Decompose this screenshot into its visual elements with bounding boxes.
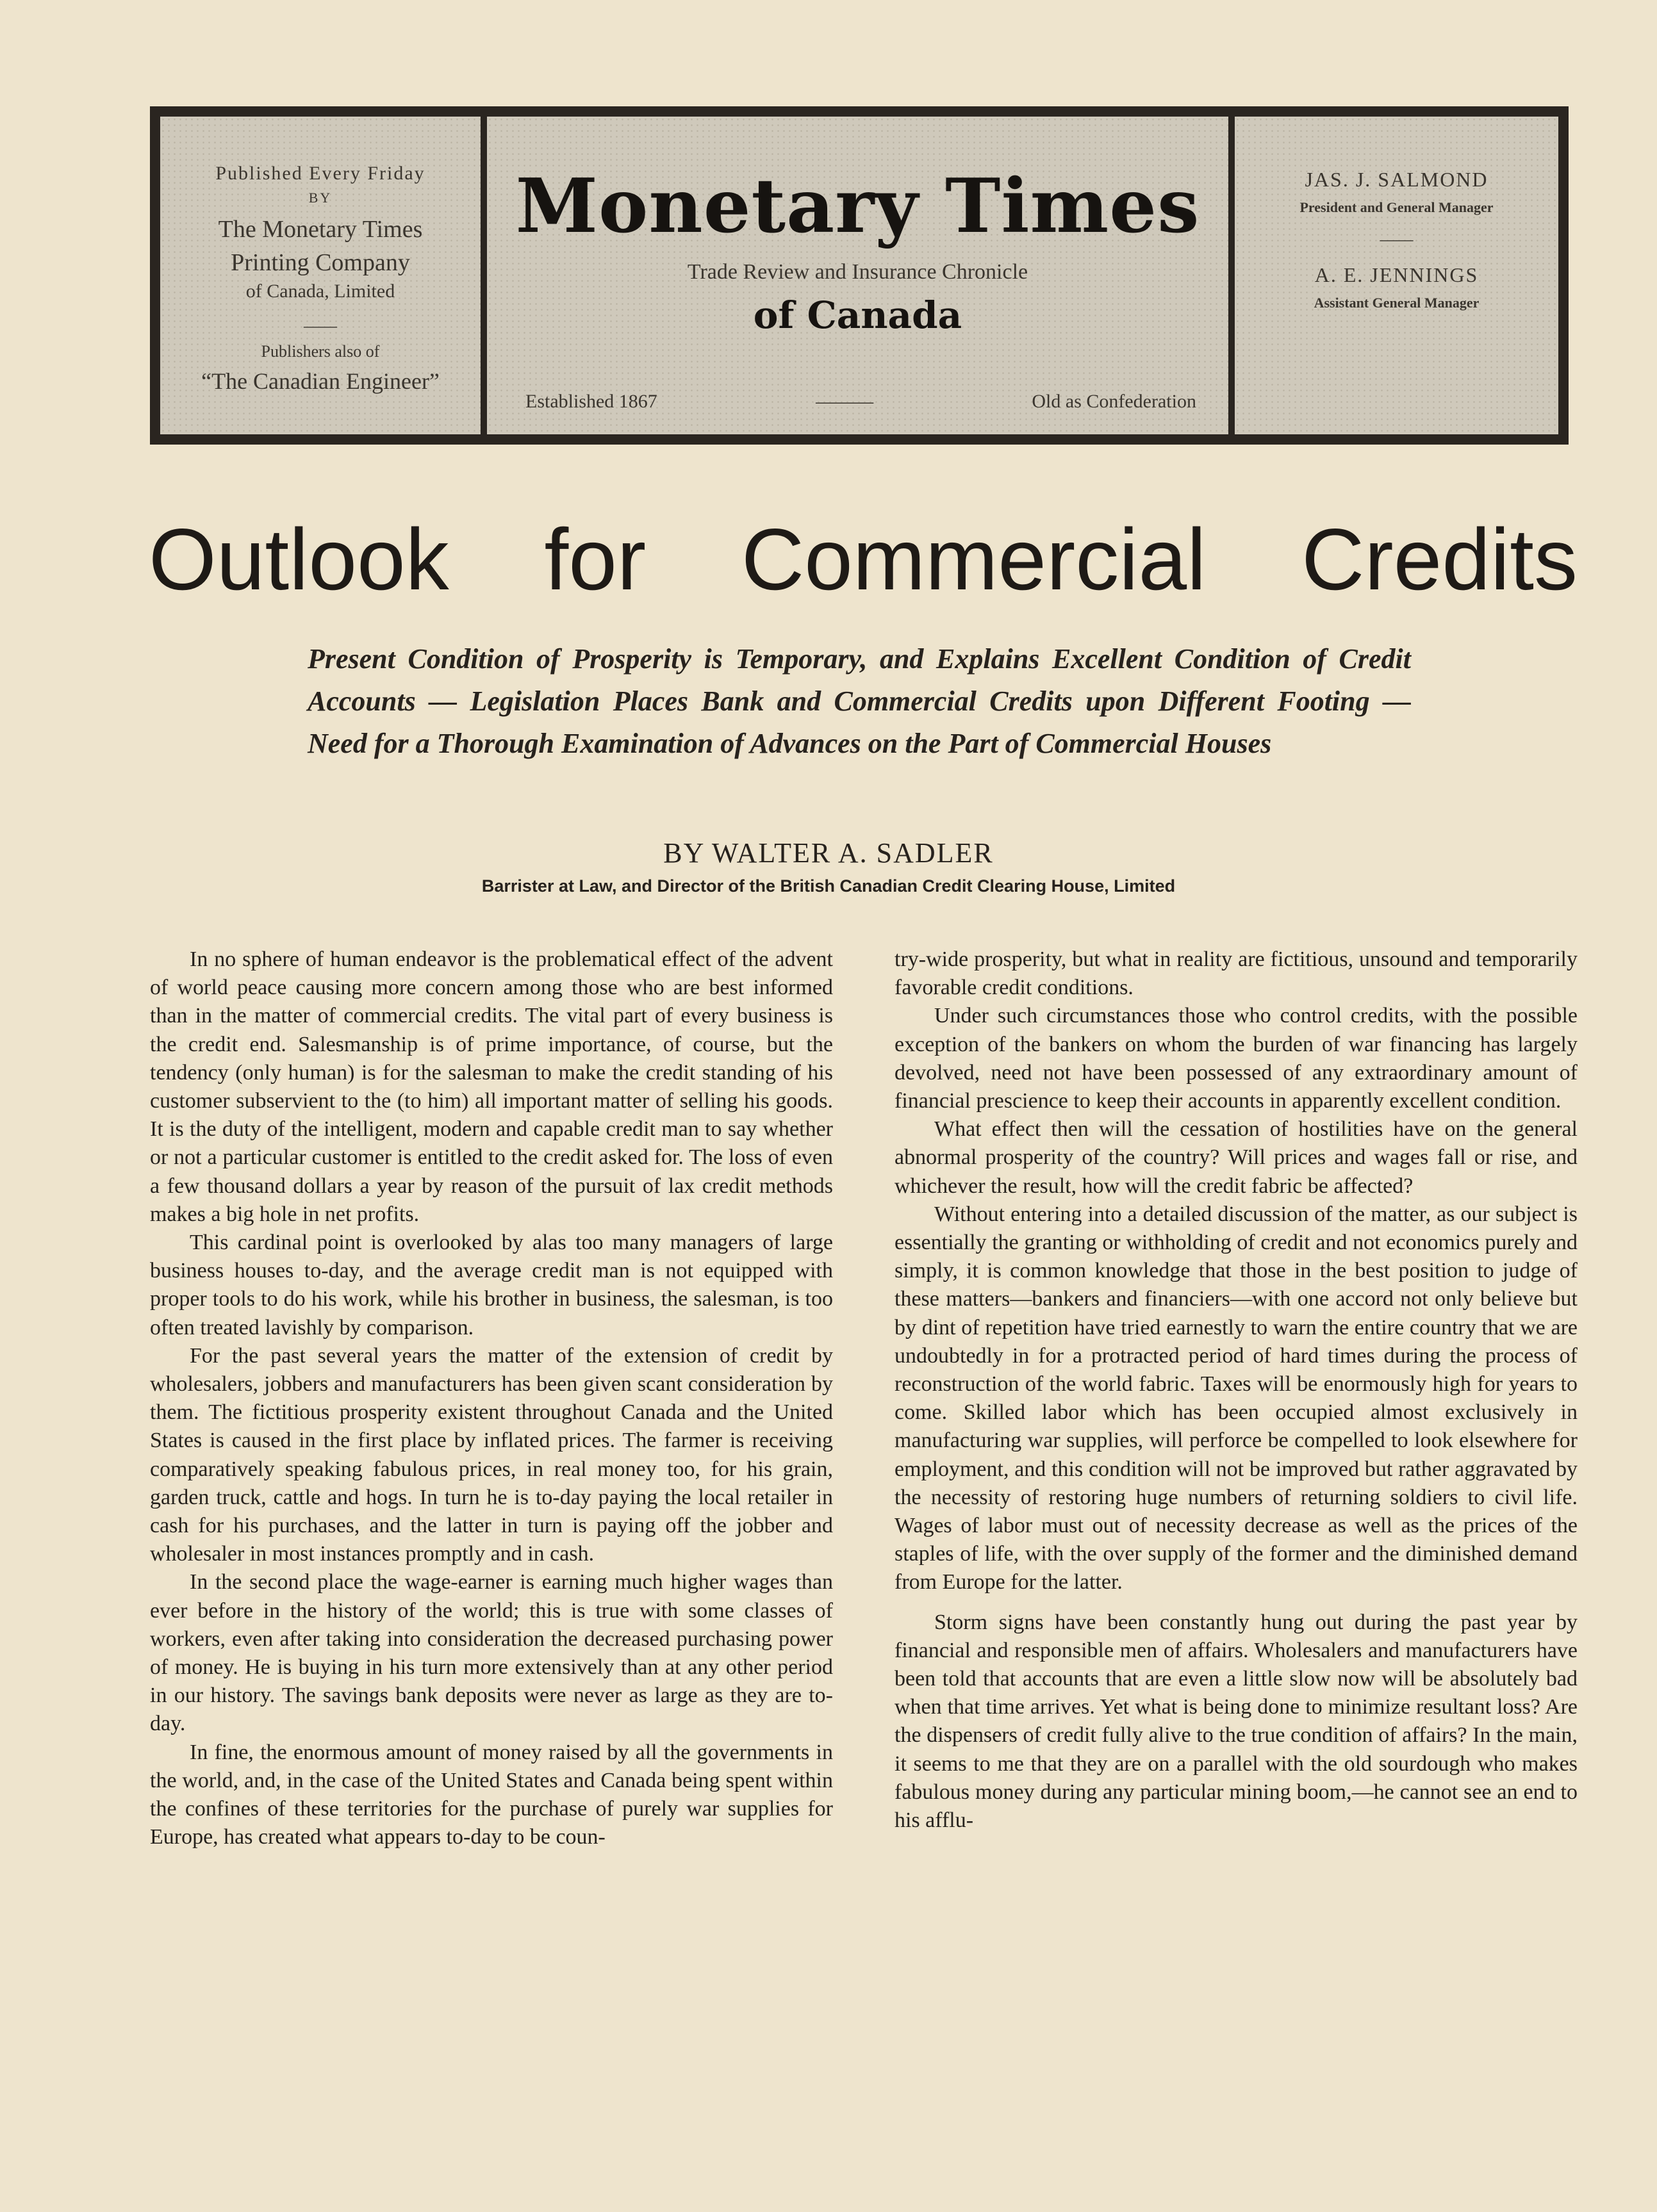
article-column-right [894,946,1578,1835]
article-column-left [150,946,833,1852]
paragraph: Storm signs have been constantly hung out during the past year by financial and responsible men of affairs. Wholesalers and manufacturers have been told that accounts that are even a little slow now will be absolutely bad when that time arrives. Yet what is being done to minimize resultant loss? Are the dispensers of credit fully alive to the true condition of affairs? In the main, it seems to me that they are on a parallel with the old sourdough who makes fabulous money during any particular mining boom,—he cannot see an end to his afflu- [894,1610,1578,1833]
newspaper-title: Monetary Times [515,163,1200,250]
officers-divider: —— [1380,230,1414,249]
assistant-manager-role: Assistant General Manager [1314,295,1480,311]
masthead-footer [525,391,1196,413]
publisher-divider: —— [304,316,337,335]
president-name: JAS. J. SALMOND [1305,168,1488,191]
newspaper-subtitle: Trade Review and Insurance Chronicle [687,260,1028,284]
published-every-friday: Published Every Friday [215,163,425,184]
newspaper-of-canada: of Canada [753,293,962,337]
paragraph: In fine, the enormous amount of money raised by all the governments in the world, and, in the case of the United States and Canada being spent within the confines of these territories for the purchase of purely war supplies for Europe, has created what appears to-day to be coun- [150,1740,833,1849]
masthead-publisher-panel [160,117,481,434]
paragraph: For the past several years the matter of the extension of credit by wholesalers, jobbers and manufacturers has been given scant consideration by them. The fictitious prosperity existent throughout Canada and the United States is caused in the first place by inflated prices. The farmer is receiving comparatively speaking fabulous prices, in real money too, for his grain, garden truck, cattle and hogs. In turn he is to-day paying the local retailer in cash for his purchases, and the latter in turn is paying off the jobber and wholesaler in most instances promptly and in cash. [150,1343,833,1566]
publishers-also-of: Publishers also of [261,342,380,361]
established-year: Established 1867 [525,391,657,412]
masthead [150,106,1569,445]
masthead-officers-panel [1235,117,1558,434]
paragraph: In no sphere of human endeavor is the problematical effect of the advent of world peace causing more concern among those who are best informed than in the matter of commercial credits. The vital part of every business is the credit end. Salesmanship is of prime importance, of course, but the tendency (only human) is for the salesman to make the credit standing of his customer subservient to the (to him) all important matter of selling his goods. It is the duty of the intelligent, modern and capable credit man to say whether or not a particular customer is entitled to the credit asked for. The loss of even a few thousand dollars a year by reason of the pursuit of lax credit methods makes a big hole in net profits. [150,947,833,1226]
paragraph: In the second place the wage-earner is earning much higher wages than ever before in the history of the world; this is true with some classes of workers, even after taking into consideration the decreased purchasing power of money. He is buying in his turn more extensively than at any other period in our history. The savings bank deposits were never as large as they are to-day. [150,1570,833,1736]
also-publication-title: “The Canadian Engineer” [201,368,440,394]
paragraph: try-wide prosperity, but what in reality are fictitious, unsound and temporarily favorable credit conditions. [894,947,1578,1000]
president-role: President and General Manager [1299,199,1494,215]
article-title-word: Credits [1301,511,1578,608]
author-affiliation: Barrister at Law, and Director of the British Canadian Credit Clearing House, Limited [481,876,1176,896]
publisher-name-line-1: The Monetary Times [218,216,423,243]
paragraph: Without entering into a detailed discussion of the matter, as our subject is essentially the granting or withholding of credit and not economics purely and simply, it is common knowledge that those in the best position to judge of these matters—bankers and financiers—with one accord not only believe but by dint of repetition have tried earnestly to warn the entire country that we are undoubtedly in for a protracted period of hard times during the process of reconstruction of the world fabric. Taxes will be enormously high for years to come. Skilled labor which has been occupied almost exclusively in manufacturing war supplies, will perforce be compelled to look elsewhere for employment, and this condition will not be improved but rather aggravated by the necessity of restoring huge numbers of returning soldiers to civil life. Wages of labor must out of necessity decrease as well as the prices of the staples of life, with the over supply of the former and the diminished demand from Europe for the latter. [894,1202,1578,1594]
old-as-confederation: Old as Confederation [1032,391,1196,412]
article-title [149,509,1578,609]
article-title-word: for [544,511,647,608]
paragraph: What effect then will the cessation of hostilities have on the general abnormal prosperity of the country? Will prices and wages fall or rise, and whichever the result, how will the credit fabric be affected? [894,1117,1578,1198]
published-by: BY [308,190,333,206]
publisher-name-line-2: Printing Company [231,249,410,276]
assistant-manager-name: A. E. JENNINGS [1314,263,1479,286]
paragraph: This cardinal point is overlooked by alas too many managers of large business houses to-day, and the average credit man is not equipped with proper tools to do his work, while his brother in business, the salesman, is too often treated lavishly by comparison. [150,1231,833,1339]
article-subtitle: Present Condition of Prosperity is Temporary, and Explains Excellent Condition of Credit Accounts — Legislation Places Bank and Commercial Credits upon Different Footing — Need for a Thorough Examination of Advances on the Part of Commercial Houses [308,643,1411,759]
publisher-name-line-3: of Canada, Limited [245,281,395,302]
paragraph: Under such circumstances those who control credits, with the possible exception of the bankers on whom the burden of war financing has largely devolved, need not have been possessed of any extraordinary amount of financial prescience to keep their accounts in apparently excellent condition. [894,1004,1578,1113]
masthead-title-panel [487,117,1228,434]
article-title-word: Commercial [741,511,1207,608]
article-byline: BY WALTER A. SADLER [663,837,994,869]
masthead-footer-divider: ——— [816,391,874,412]
article-title-word: Outlook [149,511,449,608]
